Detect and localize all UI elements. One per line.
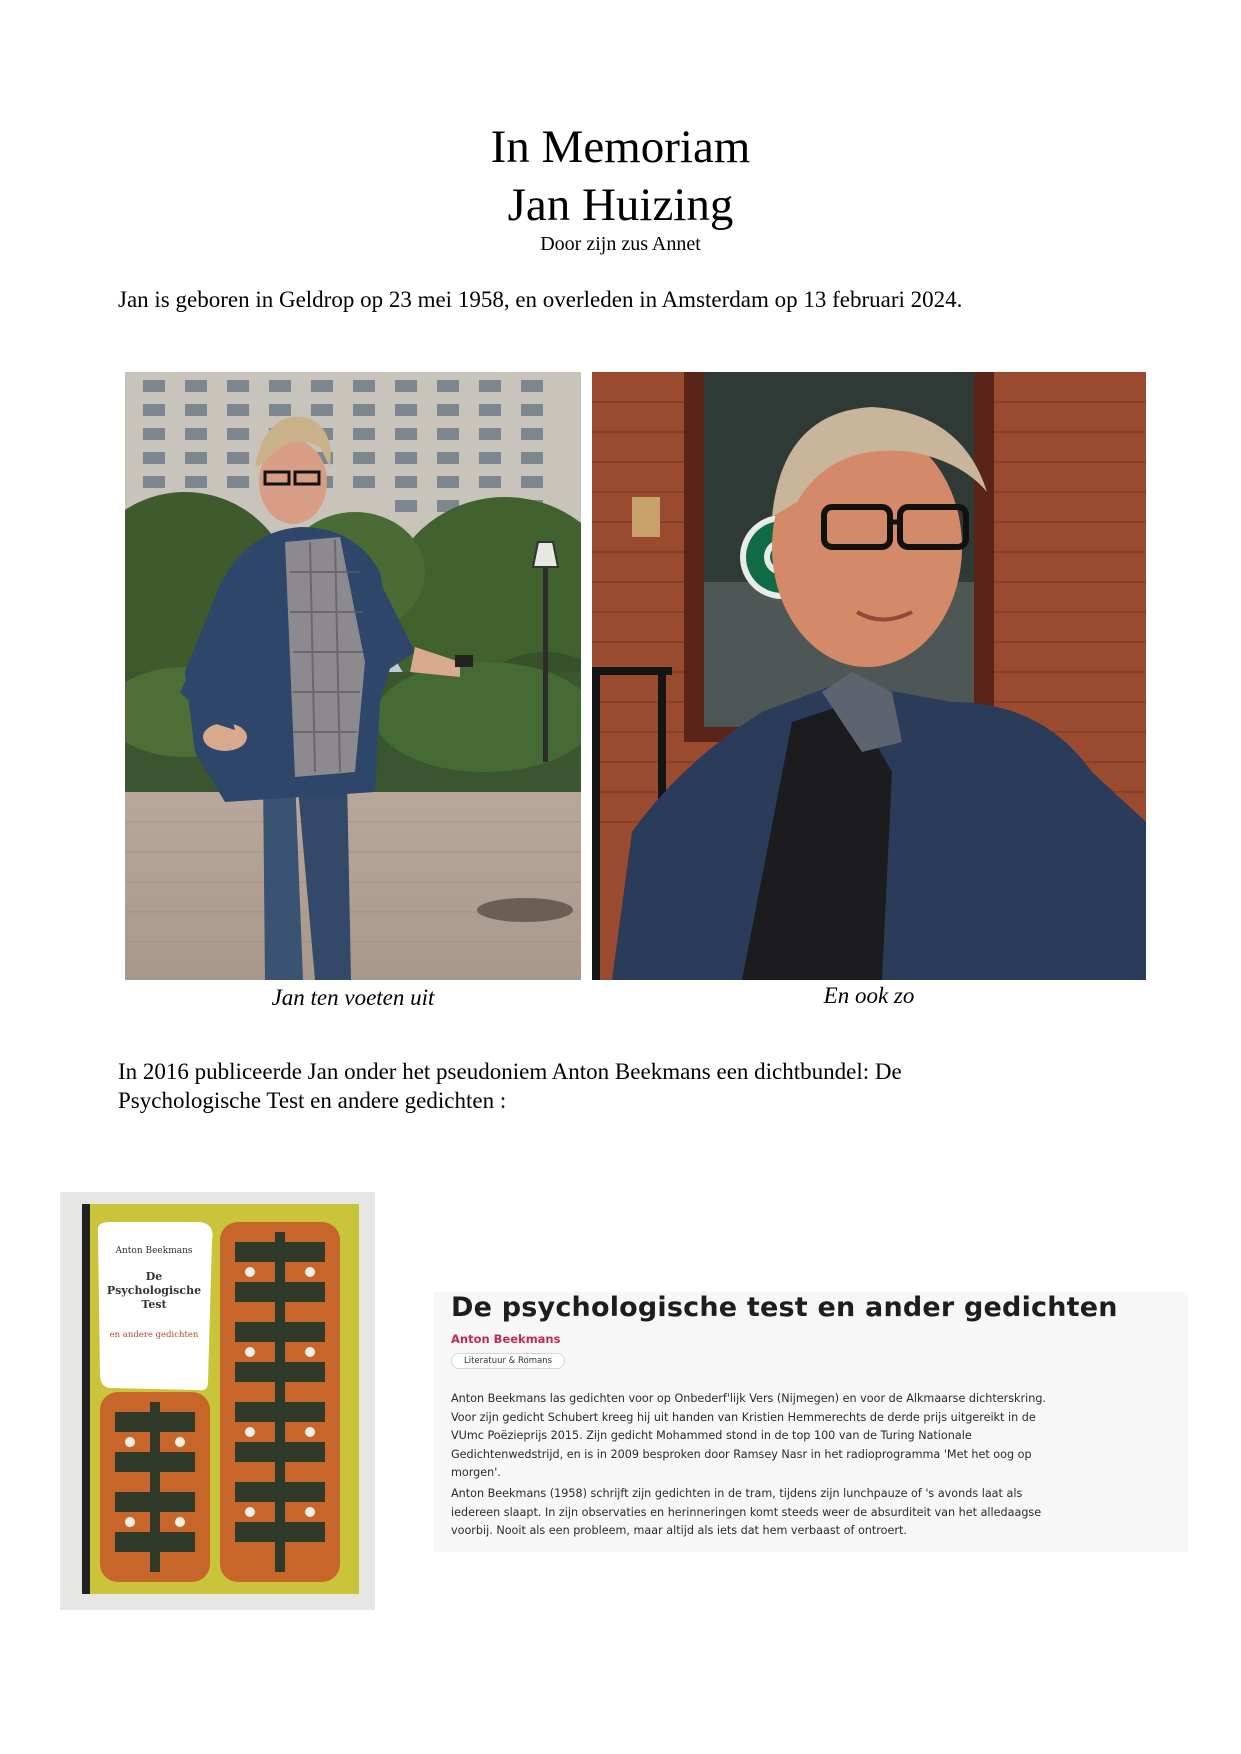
excerpt-paragraph-1 bbox=[451, 1390, 1181, 1483]
cover-title-3: Test bbox=[141, 1298, 167, 1311]
poetry-paragraph bbox=[118, 1057, 1118, 1115]
excerpt-line: voorbij. Nooit als een probleem, maar altijd als iets dat hem verbaast of ontroert. bbox=[451, 1524, 907, 1537]
person-name: Jan Huizing bbox=[507, 179, 734, 231]
byline: Door zijn zus Annet bbox=[540, 233, 701, 255]
poetry-line-2: Psychologische Test en andere gedichten : bbox=[118, 1088, 507, 1113]
cover-title-2: Psychologische bbox=[106, 1284, 202, 1297]
excerpt-line: iedereen slaapt. In zijn observaties en herinneringen komt steeds weer de absurditeit van het alledaagse bbox=[451, 1505, 1042, 1519]
caption-right: En ook zo bbox=[823, 983, 915, 1008]
memorial-title: In Memoriam bbox=[490, 121, 751, 173]
caption-left: Jan ten voeten uit bbox=[271, 985, 435, 1010]
genre-tag: Literatuur & Romans bbox=[451, 1353, 565, 1369]
excerpt-paragraph-2 bbox=[451, 1485, 1181, 1541]
excerpt-line: Voor zijn gedicht Schubert kreeg hij uit handen van Kristien Hemmerechts de derde prijs uitgereikt in de bbox=[451, 1410, 1036, 1424]
book-excerpt bbox=[434, 1292, 1188, 1552]
book-cover-photo bbox=[60, 1192, 375, 1610]
excerpt-title: De psychologische test en ander gedichten bbox=[451, 1292, 1118, 1323]
poetry-line-1: In 2016 publiceerde Jan onder het pseudoniem Anton Beekmans een dichtbundel: De bbox=[118, 1059, 902, 1084]
excerpt-line: Gedichtenwedstrijd, en is in 2009 besproken door Ramsey Nasr in het radioprogramma 'Met het oog op bbox=[451, 1447, 1032, 1461]
excerpt-line: Anton Beekmans las gedichten voor op Onbederf'lijk Vers (Nijmegen) en voor de Alkmaarse dichterskring. bbox=[451, 1392, 1046, 1405]
intro-paragraph: Jan is geboren in Geldrop op 23 mei 1958, en overleden in Amsterdam op 13 februari 2024. bbox=[118, 287, 963, 312]
excerpt-author: Anton Beekmans bbox=[451, 1332, 561, 1346]
cover-author: Anton Beekmans bbox=[115, 1246, 193, 1256]
cover-subtitle: en andere gedichten bbox=[109, 1330, 199, 1340]
photo-standing bbox=[125, 372, 581, 980]
photo-portrait bbox=[592, 372, 1146, 980]
excerpt-line: morgen'. bbox=[451, 1466, 501, 1479]
cover-title-1: De bbox=[145, 1270, 163, 1283]
excerpt-line: Anton Beekmans (1958) schrijft zijn gedichten in de tram, tijdens zijn lunchpauze of 's avonds laat als bbox=[451, 1487, 1023, 1500]
excerpt-line: VUmc Poëzieprijs 2015. Zijn gedicht Mohammed stond in de top 100 van de Turing Nationale bbox=[451, 1429, 972, 1442]
